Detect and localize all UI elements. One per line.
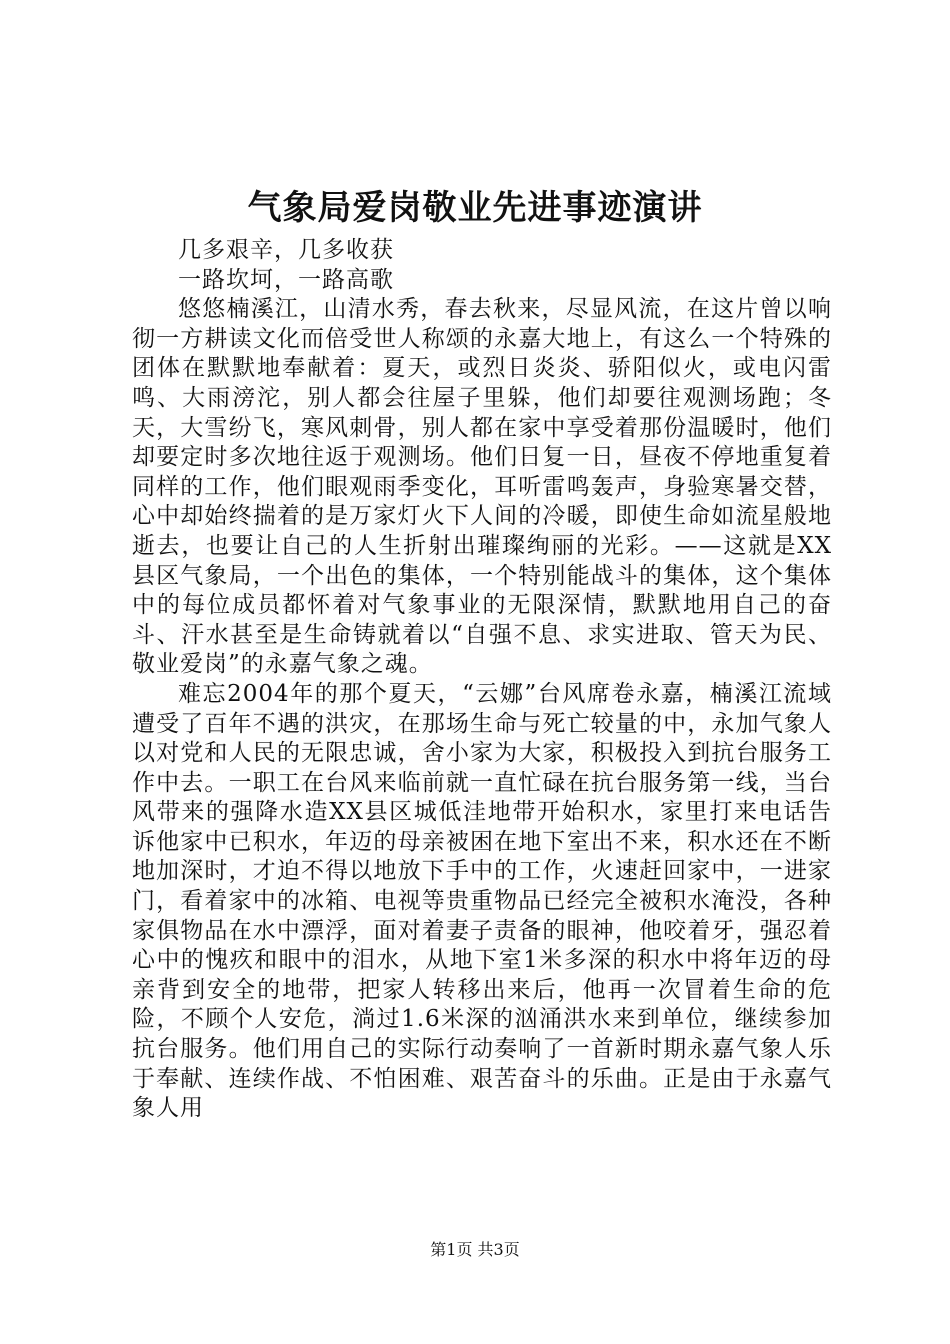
paragraph-2: 一路坎坷，一路高歌 — [178, 266, 394, 293]
document-title: 气象局爱岗敬业先进事迹演讲 — [247, 188, 703, 228]
page-footer: 第1页 共3页 — [430, 1240, 520, 1259]
paragraph-3: 悠悠楠溪江，山清水秀，春去秋来，尽显风流，在这片曾以响彻一方耕读文化而倍受世人称颂的永嘉大地上，有这么一个特殊的团体在默默地奉献着：夏天，或烈日炎炎、骄阳似火，或电闪雷鸣、大雨滂沱，别人都会往屋子里躲，他们却要往观测场跑；冬天，大雪纷飞，寒风刺骨，别人都在家中享受着那份温暖时，他们却要定时多次地往返于观测场。他们日复一日，昼夜不停地重复着同样的工作，他们眼观雨季变化，耳听雷鸣轰声，身验寒暑交替，心中却始终揣着的是万家灯火下人间的冷暖，即使生命如流星般地逝去，也要让自己的人生折射出璀璨绚丽的光彩。——这就是XX县区气象局，一个出色的集体，一个特别能战斗的集体，这个集体中的每位成员都怀着对气象事业的无限深情，默默地用自己的奋斗、汗水甚至是生命铸就着以“自强不息、求实进取、管天为民、敬业爱岗”的永嘉气象之魂。 — [132, 296, 832, 678]
document-body — [132, 236, 832, 1124]
paragraph-1: 几多艰辛，几多收获 — [178, 237, 394, 263]
paragraph-4: 难忘2004年的那个夏天，“云娜”台风席卷永嘉，楠溪江流域遭受了百年不遇的洪灾，在那场生命与死亡较量的中，永加气象人以对党和人民的无限忠诚，舍小家为大家，积极投入到抗台服务工作中去。一职工在台风来临前就一直忙碌在抗台服务第一线，当台风带来的强降水造XX县区城低洼地带开始积水，家里打来电话告诉他家中已积水，年迈的母亲被困在地下室出不来，积水还在不断地加深时，才迫不得以地放下手中的工作，火速赶回家中，一进家门，看着家中的冰箱、电视等贵重物品已经完全被积水淹没，各种家俱物品在水中漂浮，面对着妻子责备的眼神，他咬着牙，强忍着心中的愧疚和眼中的泪水，从地下室1米多深的积水中将年迈的母亲背到安全的地带，把家人转移出来后，他再一次冒着生命的危险，不顾个人安危，淌过1.6米深的汹涌洪水来到单位，继续参加抗台服务。他们用自己的实际行动奏响了一首新时期永嘉气象人乐于奉献、连续作战、不怕困难、艰苦奋斗的乐曲。正是由于永嘉气象人用 — [132, 680, 832, 1122]
